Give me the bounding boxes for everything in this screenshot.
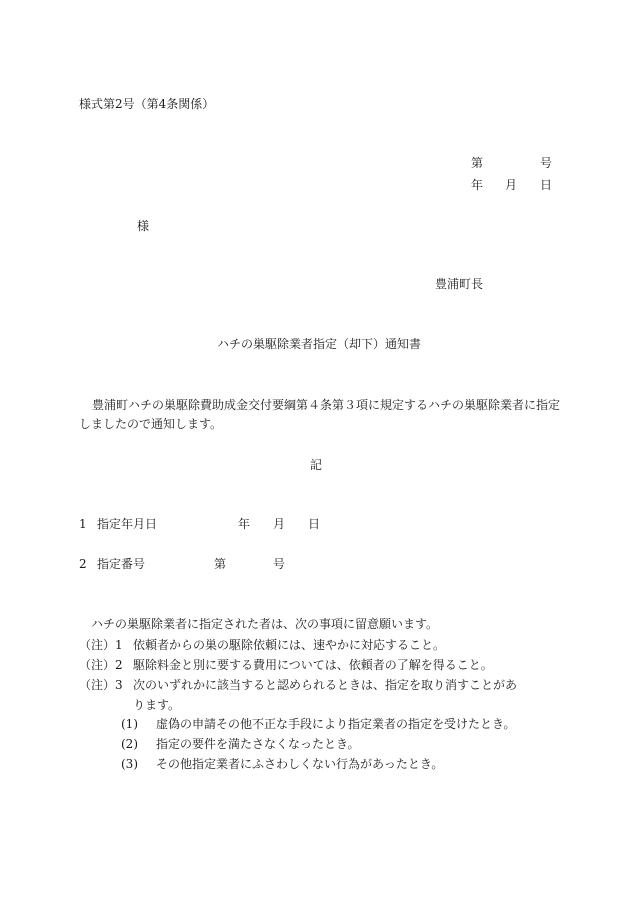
item-value-month: 月 xyxy=(273,517,286,531)
item-number: 1 xyxy=(79,517,87,531)
doc-date-day: 日 xyxy=(540,178,553,192)
body-line-2: しましたので通知します。 xyxy=(79,417,223,431)
note-text: 次のいずれかに該当すると認められるときは、指定を取り消すことがあ xyxy=(133,678,518,692)
doc-date-year: 年 xyxy=(471,178,484,192)
subnote-number: (1) xyxy=(121,717,138,731)
ki-heading: 記 xyxy=(310,458,323,472)
note-label: （注）3 xyxy=(79,678,123,692)
item-value-year: 年 xyxy=(238,517,251,531)
document-title: ハチの巣駆除業者指定（却下）通知書 xyxy=(217,337,422,351)
subnote-number: (2) xyxy=(121,737,138,751)
addressee-suffix: 様 xyxy=(137,219,150,233)
note-label: （注）2 xyxy=(79,658,123,672)
note-text: 駆除料金と別に要する費用については、依頼者の了解を得ること。 xyxy=(133,658,493,672)
item-label: 指定番号 xyxy=(97,557,146,571)
doc-number-suffix: 号 xyxy=(540,156,553,170)
item-number: 2 xyxy=(79,557,87,571)
subnote-text: 指定の要件を満たさなくなったとき。 xyxy=(156,737,360,751)
body-line-1: 豊浦町ハチの巣駆除費助成金交付要綱第４条第３項に規定するハチの巣駆除業者に指定 xyxy=(92,398,561,412)
notice-intro: ハチの巣駆除業者に指定された者は、次の事項に留意願います。 xyxy=(91,617,439,631)
doc-number-prefix: 第 xyxy=(471,156,484,170)
note-text-continuation: ります。 xyxy=(133,698,181,712)
item-value-day: 日 xyxy=(308,517,321,531)
issuer: 豊浦町長 xyxy=(435,277,484,291)
note-text: 依頼者からの巣の駆除依頼には、速やかに対応すること。 xyxy=(133,638,446,652)
subnote-text: 虚偽の申請その他不正な手段により指定業者の指定を受けたとき。 xyxy=(156,717,516,731)
note-label: （注）1 xyxy=(79,638,123,652)
subnote-number: (3) xyxy=(121,757,138,771)
form-label: 様式第2号（第4条関係） xyxy=(79,97,215,111)
subnote-text: その他指定業者にふさわしくない行為があったとき。 xyxy=(156,757,444,771)
item-value-suffix: 号 xyxy=(273,557,286,571)
doc-date-month: 月 xyxy=(505,178,518,192)
item-label: 指定年月日 xyxy=(97,517,158,531)
item-value-prefix: 第 xyxy=(214,557,227,571)
